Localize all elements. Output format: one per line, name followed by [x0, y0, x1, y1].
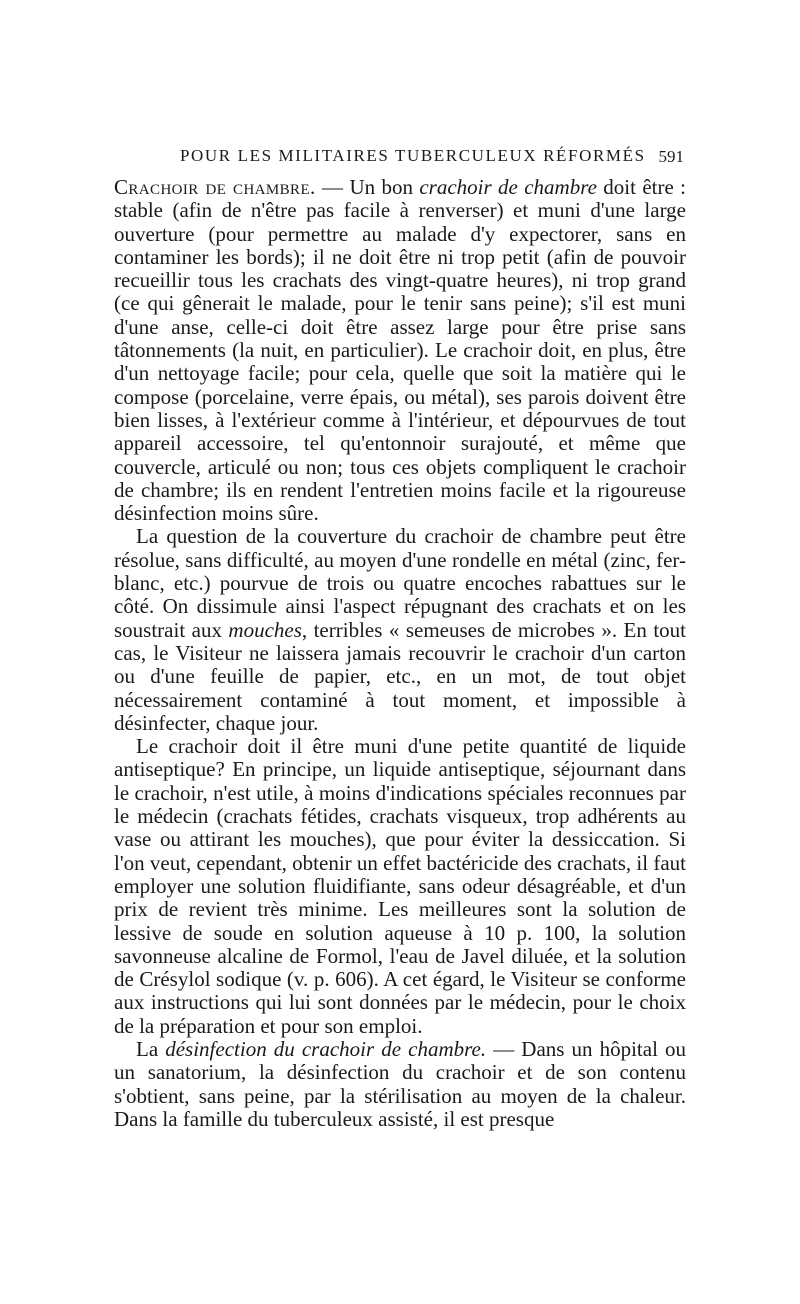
italic-term: crachoir de chambre [419, 175, 597, 199]
paragraph-crachoir-de-chambre [114, 176, 686, 525]
paragraph-liquide-antiseptique: Le crachoir doit il être muni d'une petite quantité de liquide antiseptique? En principe, un liquide antiseptique, séjournant dans le crachoir, n'est utile, à moins d'indications spéciales reconnues par le médecin (crachats fétides, crachats visqueux, trop adhérents au vase ou attirant les mouches), que pour éviter la dessiccation. Si l'on veut, cependant, obtenir un effet bactéricide des crachats, il faut employer une solution fluidifiante, sans odeur désagréable, et d'un prix de revient très minime. Les meilleures sont la solution de lessive de soude en solution aqueuse à 10 p. 100, la solution savonneuse alcaline de Formol, l'eau de Javel diluée, et la solution de Crésylol sodique (v. p. 606). A cet égard, le Visiteur se conforme aux instructions qui lui sont données par le médecin, pour le choix de la préparation et pour son emploi. [114, 734, 686, 1038]
text-run: La [136, 1036, 166, 1061]
em-dash: — [315, 175, 350, 199]
text-run: Un bon [349, 175, 420, 199]
page-header [118, 146, 684, 172]
italic-heading: désinfection du crachoir de chambre. [165, 1036, 487, 1061]
body-text [114, 176, 686, 1131]
italic-term: mouches [228, 617, 302, 642]
running-title: POUR LES MILITAIRES TUBERCULEUX RÉFORMÉS [180, 146, 646, 165]
paragraph-desinfection [114, 1038, 686, 1131]
section-heading: Crachoir de chambre. [114, 175, 316, 199]
text-run: doit être : stable (afin de n'être pas facile à renverser) et muni d'une large ouverture (pour permettre au malade d'y expectorer, sans en contaminer les bords); il ne doit être ni trop petit (afin de pouvoir recueillir tous les crachats des vingt-quatre heures), ni trop grand (ce qui gênerait le malade, pour le tenir sans peine); s'il est muni d'une anse, celle-ci doit être assez large pour être prise sans tâtonnements (la nuit, en particulier). Le crachoir doit, en plus, être d'un nettoyage facile; pour cela, quelle que soit la matière qui le compose (porcelaine, verre épais, ou métal), ses parois doivent être bien lisses, à l'extérieur comme à l'intérieur, et dépourvues de tout appareil accessoire, tel qu'entonnoir surajouté, et même que couvercle, articulé ou non; tous ces objets compliquent le crachoir de chambre; ils en rendent l'entretien moins facile et la rigoureuse désinfection moins sûre. [114, 175, 686, 526]
text-run: — Dans un hôpital ou un sanatorium, la désinfection du crachoir et de son contenu s'obtient, sans peine, par la stérilisation au moyen de la chaleur. Dans la famille du tuberculeux assisté, il est presque [114, 1036, 686, 1131]
paragraph-couverture [114, 525, 686, 735]
page-number: 591 [658, 147, 684, 166]
text-run: , terribles « semeuses de microbes ». En tout cas, le Visiteur ne laissera jamais recouvrir le crachoir d'un carton ou d'une feuille de papier, etc., en un mot, de tout objet nécessairement contaminé à tout moment, et impossible à désinfecter, chaque jour. [114, 617, 686, 735]
text-run: La question de la couverture du crachoir de chambre peut être résolue, sans difficulté, au moyen d'une rondelle en métal (zinc, fer-blanc, etc.) pourvue de trois ou quatre encoches rabattues sur le côté. On dissimule ainsi l'aspect répugnant des crachats et on les soustrait aux [114, 524, 686, 642]
